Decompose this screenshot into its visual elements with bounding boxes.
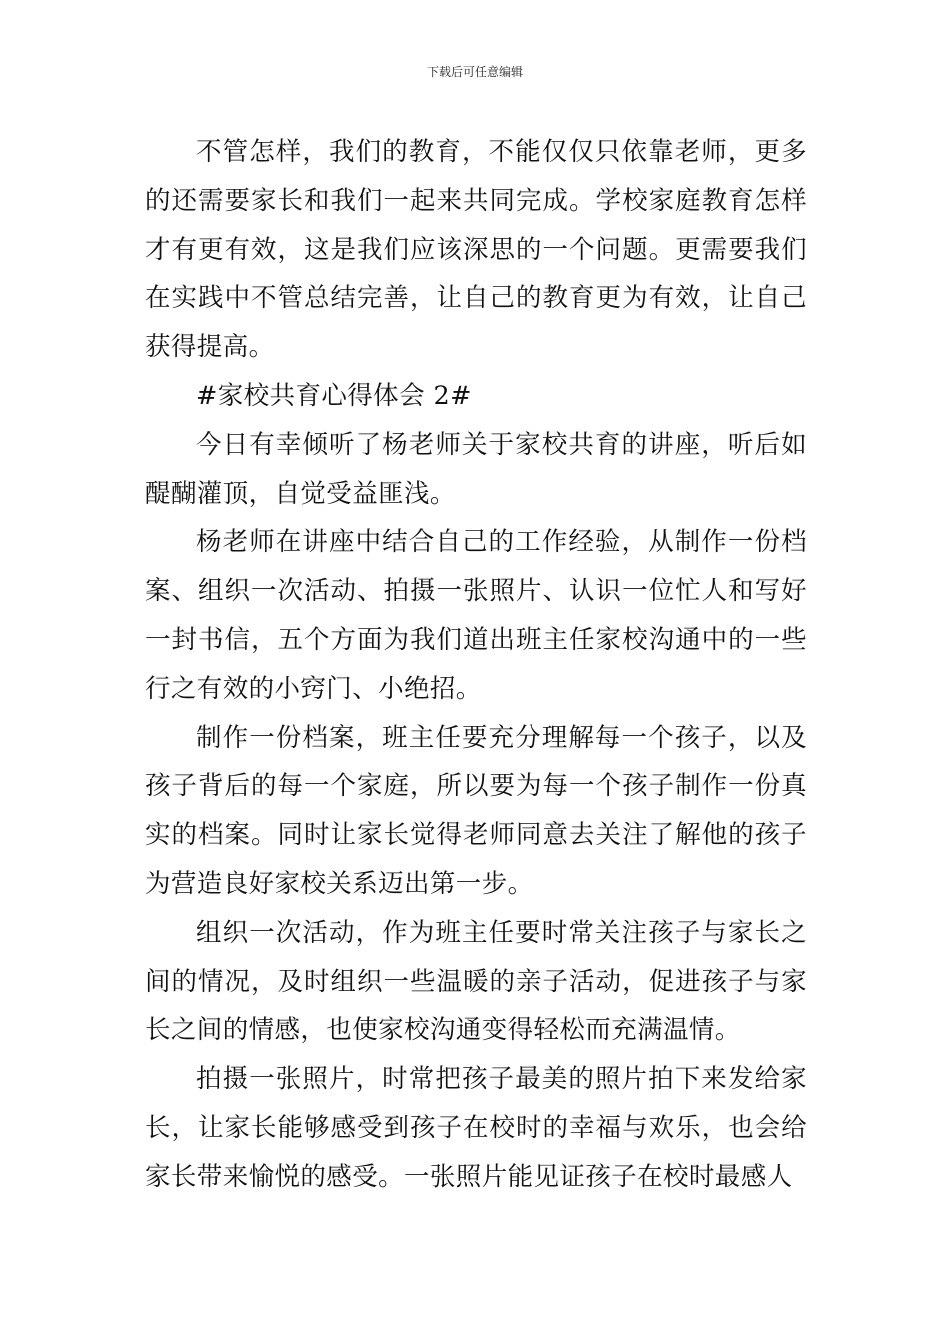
paragraph-4: 制作一份档案，班主任要充分理解每一个孩子，以及孩子背后的每一个家庭，所以要为每一个孩子制作一份真实的档案。同时让家长觉得老师同意去关注了解他的孩子为营造良好家校关系迈出第一步。 xyxy=(145,722,807,899)
paragraph-2: 今日有幸倾听了杨老师关于家校共育的讲座，听后如醍醐灌顶，自觉受益匪浅。 xyxy=(145,429,807,509)
paragraph-5: 组织一次活动，作为班主任要时常关注孩子与家长之间的情况，及时组织一些温暖的亲子活动，促进孩子与家长之间的情感，也使家校沟通变得轻松而充满温情。 xyxy=(145,917,807,1046)
section-heading: #家校共育心得体会 2# xyxy=(196,380,472,411)
page-header: 下载后可任意编辑 xyxy=(426,65,523,79)
document-body xyxy=(145,128,807,1202)
paragraph-3: 杨老师在讲座中结合自己的工作经验，从制作一份档案、组织一次活动、拍摄一张照片、认识一位忙人和写好一封书信，五个方面为我们道出班主任家校沟通中的一些行之有效的小窍门、小绝招。 xyxy=(145,527,807,704)
paragraph-1: 不管怎样，我们的教育，不能仅仅只依靠老师，更多的还需要家长和我们一起来共同完成。学校家庭教育怎样才有更有效，这是我们应该深思的一个问题。更需要我们在实践中不管总结完善，让自己的教育更为有效，让自己获得提高。 xyxy=(145,137,807,363)
paragraph-6: 拍摄一张照片，时常把孩子最美的照片拍下来发给家长，让家长能够感受到孩子在校时的幸福与欢乐，也会给家长带来愉悦的感受。一张照片能见证孩子在校时最感人 xyxy=(145,1064,807,1192)
